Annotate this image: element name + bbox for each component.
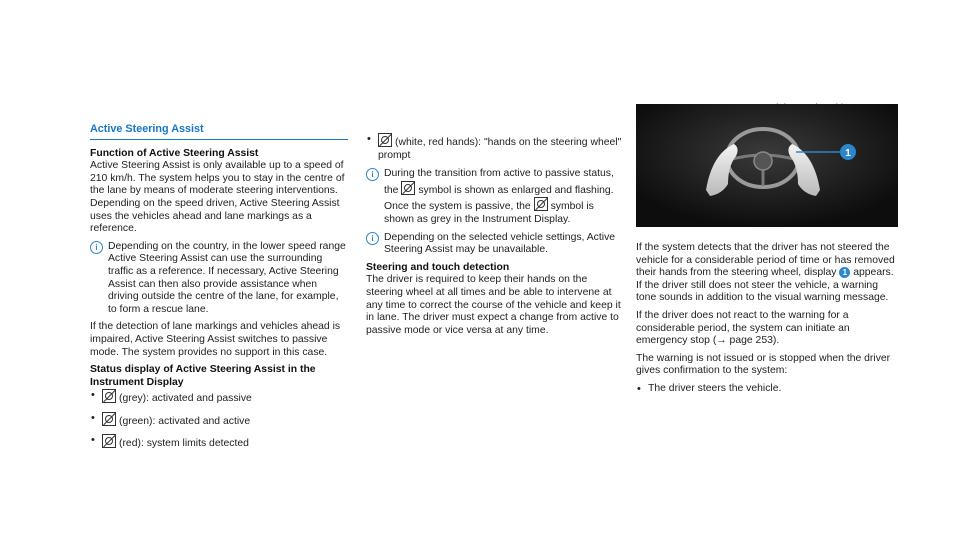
- list-item-text: The driver steers the vehicle.: [648, 382, 782, 394]
- steering-assist-icon: [534, 197, 548, 211]
- paragraph-text: If the driver does not react to the warning for a considerable period, the system can initiate an emergency stop (: [636, 309, 850, 347]
- paragraph-text: ).: [772, 335, 780, 347]
- section-title: Active Steering Assist: [90, 123, 348, 140]
- paragraph: Active Steering Assist is only available up to a speed of 210 km/h. The system helps you to stay in the centre of the lane by means of moderate steering interventions. Depending on the speed driven, Active Steering Assist uses the vehicles ahead and lane markings as a reference.: [90, 160, 345, 235]
- callout-badge-inline: 1: [839, 267, 850, 278]
- info-icon: i: [366, 232, 379, 245]
- steering-wheel-illustration: [636, 104, 898, 227]
- note-text: symbol is shown as enlarged and flashing. Once the system is passive, the: [384, 184, 614, 213]
- list-item: [636, 383, 898, 396]
- paragraph: [636, 310, 898, 348]
- info-note: [366, 168, 624, 226]
- steering-assist-icon: [378, 133, 392, 147]
- heading-status: Status display of Active Steering Assist in the Instrument Display: [90, 364, 316, 388]
- column-1: [90, 123, 348, 457]
- note-text: symbol is shown as grey in the Instrument Display.: [384, 201, 594, 225]
- steering-wheel-graphic: [636, 104, 898, 227]
- list-item: [90, 389, 348, 406]
- list-item: [90, 412, 348, 429]
- paragraph: The driver is required to keep their hands on the steering wheel at all times and be able to intervene at any time to correct the course of the vehicle and keep it in lane. The driver must expect a change from active to passive mode or vice versa at any time.: [366, 274, 621, 336]
- status-list: [90, 389, 348, 451]
- steering-assist-icon: [102, 389, 116, 403]
- note-text: During the transition from active to passive status, the: [384, 168, 614, 196]
- paragraph: The warning is not issued or is stopped when the driver gives confirmation to the system:: [636, 352, 891, 377]
- column-2: [366, 133, 624, 342]
- status-list: [366, 133, 624, 162]
- note-text: Depending on the country, in the lower speed range Active Steering Assist can use the surrounding traffic as a reference. If necessary, Active Steering Assist can then also provide assistance when driving outside the centre of the lane, for example, to form a rescue lane.: [108, 240, 346, 315]
- steering-assist-icon: [102, 434, 116, 448]
- paragraph-text: If the system detects that the driver has not steered the vehicle for a considerable period of time or has removed their hands from the steering wheel, display: [636, 242, 895, 279]
- callout-number: 1: [845, 148, 851, 159]
- paragraph: If the detection of lane markings and vehicles ahead is impaired, Active Steering Assist switches to passive mode. The system provides no support in this case.: [90, 321, 341, 358]
- list-item-text: (green): activated and active: [119, 415, 251, 427]
- info-icon: i: [90, 241, 103, 254]
- arrow-icon: →: [716, 335, 727, 347]
- info-note: [90, 241, 348, 317]
- steering-assist-icon: [102, 412, 116, 426]
- wheel-hub: [754, 152, 772, 170]
- list-item: [366, 133, 624, 162]
- steering-assist-icon: [401, 181, 415, 195]
- list-item-text: (grey): activated and passive: [119, 393, 252, 405]
- list-item-text: (white, red hands): "hands on the steering wheel" prompt: [378, 137, 622, 161]
- column-3: [636, 242, 898, 402]
- list-item-text: (red): system limits detected: [119, 438, 249, 450]
- heading-touch: Steering and touch detection: [366, 261, 510, 273]
- page-reference-link[interactable]: page 253: [726, 335, 773, 347]
- confirmation-list: [636, 383, 898, 396]
- paragraph-text: appears. If the driver still does not steer the vehicle, a warning tone sounds in addition to the visual warning message.: [636, 267, 894, 304]
- paragraph: [636, 242, 898, 305]
- info-icon: i: [366, 168, 379, 181]
- heading-function: Function of Active Steering Assist: [90, 147, 259, 159]
- info-note: [366, 232, 624, 257]
- list-item: [90, 434, 348, 451]
- note-text: Depending on the selected vehicle settings, Active Steering Assist may be unavailable.: [384, 231, 616, 256]
